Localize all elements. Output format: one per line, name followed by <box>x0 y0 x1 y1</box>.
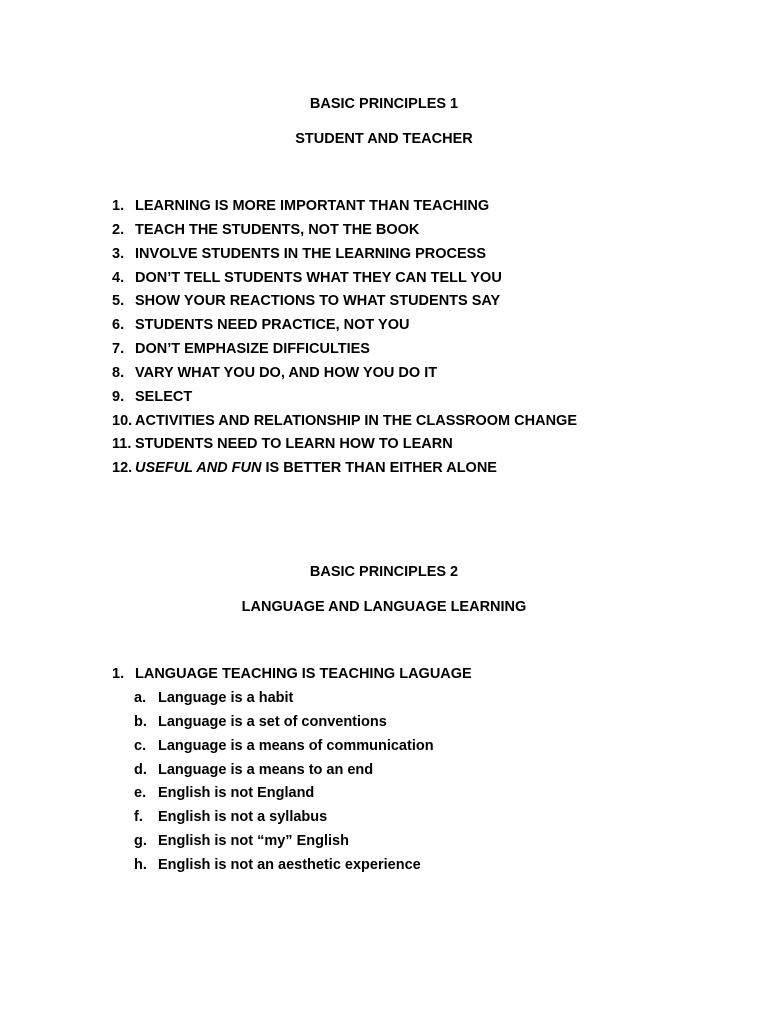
section1-list <box>112 195 577 481</box>
section1-title: BASIC PRINCIPLES 1 <box>309 96 459 112</box>
list-item-text: DON’T TELL STUDENTS WHAT THEY CAN TELL YOU <box>135 269 502 286</box>
list-item-text: INVOLVE STUDENTS IN THE LEARNING PROCESS <box>135 245 486 262</box>
sublist-item-text: English is not England <box>158 785 315 802</box>
list-item <box>112 267 577 291</box>
sublist-item-text: Language is a means of communication <box>158 737 434 754</box>
sublist-item-text: Language is a habit <box>158 690 294 706</box>
list-item <box>112 457 577 481</box>
section2-subtitle: LANGUAGE AND LANGUAGE LEARNING <box>241 599 527 615</box>
sublist-item-letter: b. <box>134 713 147 730</box>
sublist-item <box>134 687 434 711</box>
sublist-item-letter: f. <box>134 809 143 826</box>
list-item <box>112 195 577 219</box>
list-item <box>112 338 577 362</box>
list-item <box>112 219 577 243</box>
sublist-item <box>134 854 434 878</box>
section2-list <box>112 663 472 687</box>
sublist-item <box>134 806 434 830</box>
list-item-number: 9. <box>112 388 125 405</box>
sublist-item <box>134 830 434 854</box>
list-item-number: 6. <box>112 317 125 334</box>
list-item-number: 3. <box>112 245 125 262</box>
list-item-text: IS BETTER THAN EITHER ALONE <box>261 460 497 477</box>
list-item-text: STUDENTS NEED TO LEARN HOW TO LEARN <box>135 436 453 453</box>
sublist-item-text: English is not a syllabus <box>158 809 328 826</box>
list-item-number: 11. <box>112 436 132 453</box>
list-item-text: LEARNING IS MORE IMPORTANT THAN TEACHING <box>135 198 490 214</box>
list-item-emphasis: USEFUL AND FUN <box>135 460 262 477</box>
sublist-item <box>134 782 434 806</box>
sublist-item-letter: a. <box>134 690 147 706</box>
list-item-text: DON’T EMPHASIZE DIFFICULTIES <box>135 341 370 358</box>
list-item-text: ACTIVITIES AND RELATIONSHIP IN THE CLASSROOM CHANGE <box>135 412 578 429</box>
list-item-number: 1. <box>112 198 125 214</box>
list-item <box>112 386 577 410</box>
sublist-item-text: English is not “my” English <box>158 833 349 850</box>
sublist-item <box>134 711 434 735</box>
sublist-item-letter: h. <box>134 856 147 873</box>
list-item-number: 4. <box>112 269 125 286</box>
sublist-item <box>134 759 434 783</box>
section1-subtitle: STUDENT AND TEACHER <box>295 131 473 147</box>
list-item <box>112 433 577 457</box>
list-item-text: LANGUAGE TEACHING IS TEACHING LAGUAGE <box>135 666 472 682</box>
list-item <box>112 410 577 434</box>
list-item <box>112 362 577 386</box>
list-item-text: STUDENTS NEED PRACTICE, NOT YOU <box>135 317 410 334</box>
section2-title: BASIC PRINCIPLES 2 <box>309 564 459 580</box>
sublist-item <box>134 735 434 759</box>
section2-sublist <box>134 687 434 878</box>
sublist-item-letter: g. <box>134 833 147 850</box>
list-item-number: 7. <box>112 341 125 358</box>
sublist-item-text: Language is a set of conventions <box>158 713 387 730</box>
list-item-number: 1. <box>112 666 125 682</box>
list-item <box>112 314 577 338</box>
list-item <box>112 243 577 267</box>
list-item-text: SELECT <box>135 388 193 405</box>
list-item-text: SHOW YOUR REACTIONS TO WHAT STUDENTS SAY <box>135 293 501 310</box>
list-item <box>112 663 472 687</box>
sublist-item-text: Language is a means to an end <box>158 761 374 778</box>
list-item-number: 8. <box>112 364 125 381</box>
sublist-item-letter: c. <box>134 737 147 754</box>
sublist-item-letter: e. <box>134 785 147 802</box>
sublist-item-letter: d. <box>134 761 147 778</box>
list-item-text: TEACH THE STUDENTS, NOT THE BOOK <box>135 221 420 238</box>
list-item-number: 12. <box>112 460 133 477</box>
sublist-item-text: English is not an aesthetic experience <box>158 856 421 873</box>
list-item-text: VARY WHAT YOU DO, AND HOW YOU DO IT <box>135 364 438 381</box>
list-item-number: 2. <box>112 221 125 238</box>
list-item-number: 10. <box>112 412 133 429</box>
list-item <box>112 290 577 314</box>
list-item-number: 5. <box>112 293 125 310</box>
